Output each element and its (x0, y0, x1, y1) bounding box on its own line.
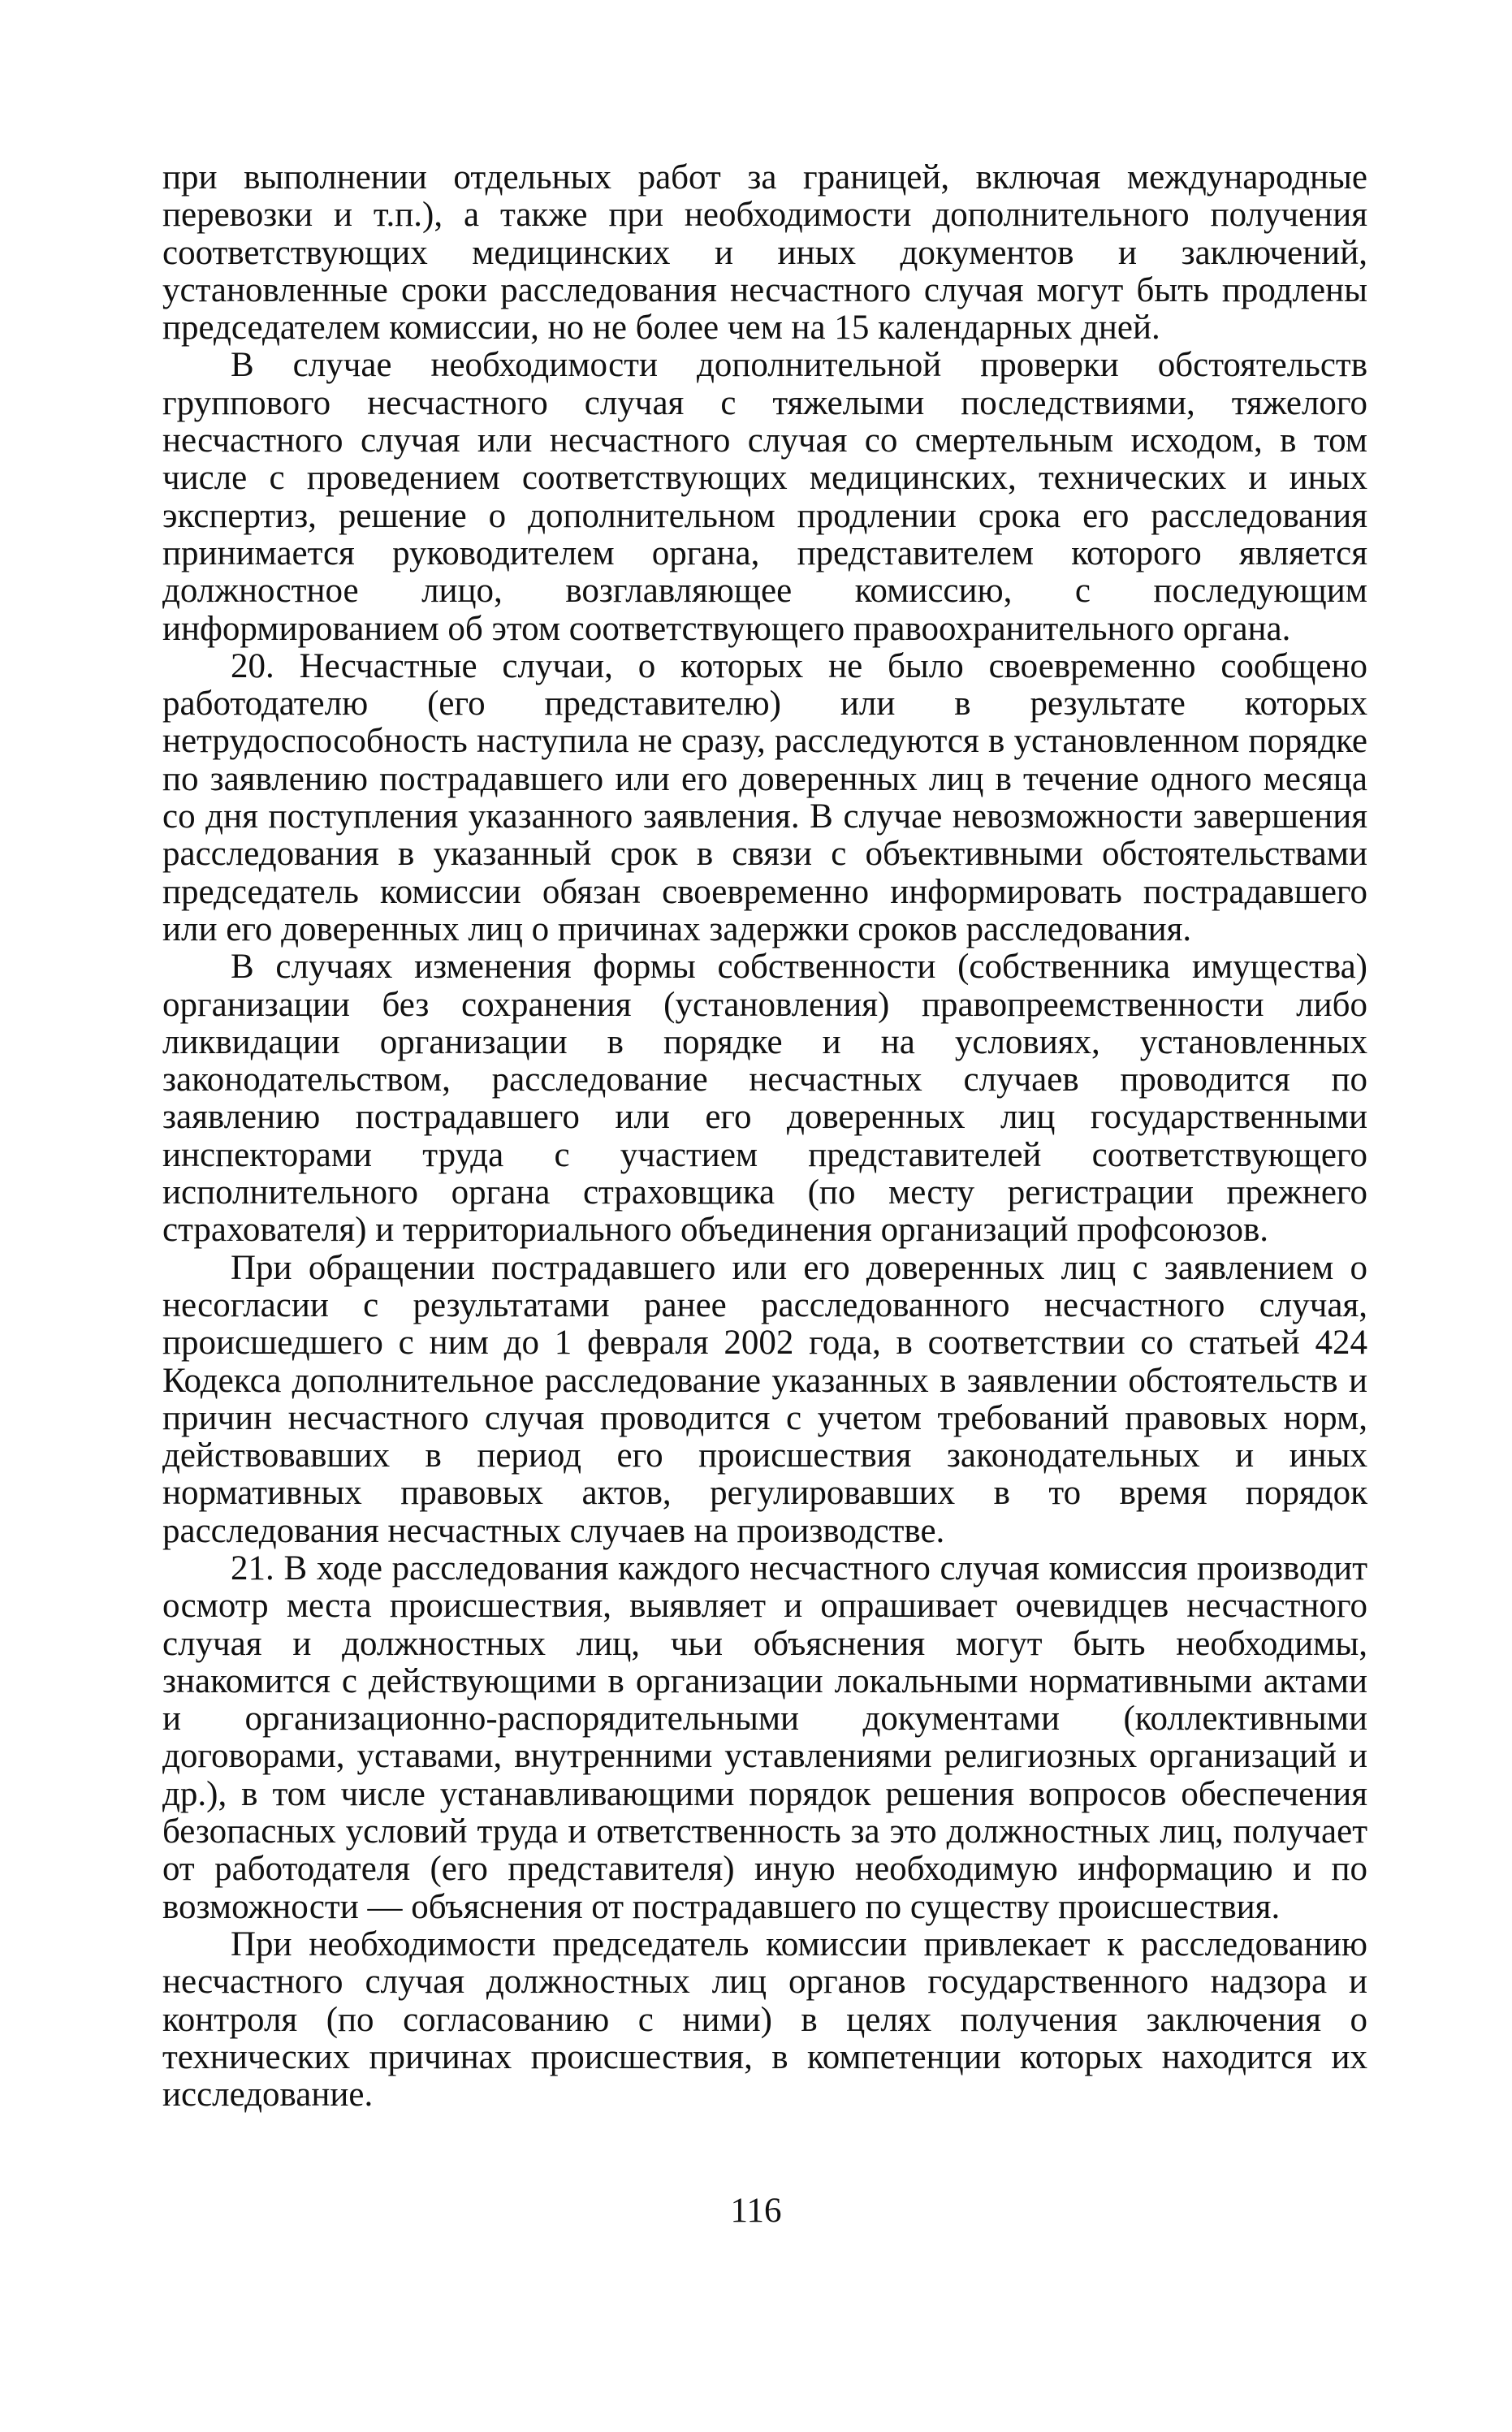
paragraph-3: 20. Несчастные случаи, о которых не было своевременно сообщено работодателю (его представителю) или в результате которых нетрудоспособность наступила не сразу, расследуются в установленном порядке по заявлению пострадавшего или его доверенных лиц в течение одного месяца со дня поступления указанного заявления. В случае невозможности завершения расследования в указанный срок в связи с объективными обстоятельствами председатель комиссии обязан своевременно информировать пострадавшего или его доверенных лиц о причинах задержки сроков расследования. (162, 646, 1367, 948)
paragraph-2: В случае необходимости дополнительной проверки обстоятельств группового несчастного случая с тяжелыми последствиями, тяжелого несчастного случая или несчастного случая со смертельным исходом, в том числе с проведением соответствующих медицинских, технических и иных экспертиз, решение о дополнительном продлении срока его расследования принимается руководителем органа, представителем которого является должностное лицо, возглавляющее комиссию, с последующим информированием об этом соответствующего правоохранительного органа. (162, 346, 1367, 648)
paragraph-7: При необходимости председатель комиссии привлекает к расследованию несчастного случая должностных лиц органов государственного надзора и контроля (по согласованию с ними) в целях получения заключения о технических причинах происшествия, в компетенции которых находится их исследование. (162, 1924, 1367, 2115)
paragraph-1: при выполнении отдельных работ за границей, включая международные перевозки и т.п.), а также при необходимости дополнительного получения соответствующих медицинских и иных документов и заключений, установленные сроки расследования несчастного случая могут быть продлены председателем комиссии, но не более чем на 15 календарных дней. (162, 158, 1367, 348)
paragraph-6: 21. В ходе расследования каждого несчастного случая комиссия производит осмотр места происшествия, выявляет и опрашивает очевидцев несчастного случая и должностных лиц, чьи объяснения могут быть необходимы, знакомится с действующими в организации локальными нормативными актами и организационно-распорядительными документами (коллективными договорами, уставами, внутренними уставлениями религиозных организаций и др.), в том числе устанавливающими порядок решения вопросов обеспечения безопасных условий труда и ответственность за это должностных лиц, получает от работодателя (его представителя) иную необходимую информацию и по возможности — объяснения от пострадавшего по существу происшествия. (162, 1549, 1367, 1926)
paragraph-5: При обращении пострадавшего или его доверенных лиц с заявлением о несогласии с результатами ранее расследованного несчастного случая, происшедшего с ним до 1 февраля 2002 года, в соответствии со статьей 424 Кодекса дополнительное расследование указанных в заявлении обстоятельств и причин несчастного случая проводится с учетом требований правовых норм, действовавших в период его происшествия законодательных и иных нормативных правовых актов, регулировавших в то время порядок расследования несчастных случаев на производстве. (162, 1248, 1367, 1550)
paragraph-4: В случаях изменения формы собственности (собственника имущества) организации без сохранения (установления) правопреемственности либо ликвидации организации в порядке и на условиях, установленных законодательством, расследование несчастных случаев проводится по заявлению пострадавшего или его доверенных лиц государственными инспекторами труда с участием представителей соответствующего исполнительного органа страховщика (по месту регистрации прежнего страхователя) и территориального объединения организаций профсоюзов. (162, 948, 1367, 1250)
page-number: 116 (730, 2192, 782, 2230)
document-page (162, 159, 1367, 2114)
